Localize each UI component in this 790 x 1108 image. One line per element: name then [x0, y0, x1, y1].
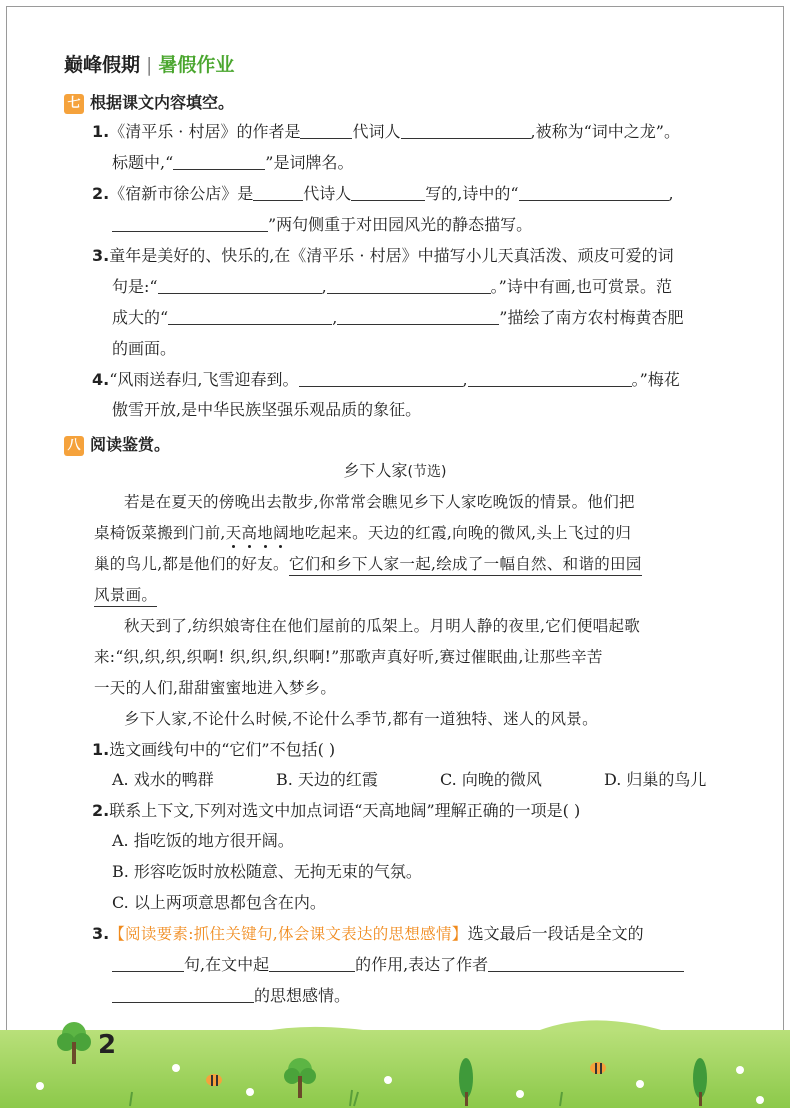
- text: 的思想感情。: [254, 986, 351, 1005]
- flower-icon: [36, 1064, 764, 1104]
- text: ”描绘了南方农村梅黄杏肥: [499, 308, 684, 327]
- section-8-badge: 八: [64, 436, 84, 456]
- text: 秋天到了,纺织娘寄住在他们屋前的瓜架上。月明人静的夜里,它们便唱起歌: [124, 617, 641, 635]
- option-c[interactable]: C. 以上两项意思都包含在内。: [112, 893, 326, 912]
- option-b[interactable]: B. 形容吃饭时放松随意、无拘无束的气氛。: [112, 862, 422, 881]
- q7-3-line2: [112, 277, 672, 297]
- section-8-title: 阅读鉴赏。: [90, 435, 171, 454]
- q7-2-line1: [92, 184, 674, 204]
- passage-line: [94, 523, 631, 543]
- text: 来:“织,织,织,织啊! 织,织,织,织啊!”那歌声真好听,赛过催眠曲,让那些辛苦: [94, 648, 603, 666]
- text: 。”诗中有画,也可赏景。范: [490, 277, 672, 296]
- text: 联系上下文,下列对选文中加点词语“天高地阔”理解正确的一项是( ): [109, 801, 581, 820]
- dotted-char: 天: [225, 524, 242, 542]
- q7-3-number: 3.: [92, 246, 110, 265]
- answer-blank[interactable]: [468, 371, 632, 387]
- q8-2: [92, 801, 580, 821]
- passage-line: [94, 585, 157, 605]
- text: 代词人: [352, 122, 401, 141]
- section-7-heading: [64, 90, 234, 114]
- text: 巢的鸟儿,都是他们的好友。: [94, 555, 289, 573]
- text: 写的,诗中的“: [425, 184, 519, 203]
- answer-blank[interactable]: [112, 216, 268, 232]
- text: 。”梅花: [631, 370, 680, 389]
- q7-4-line2: [112, 400, 421, 420]
- text: 地吃起来。天边的红霞,向晚的微风,头上飞过的归: [288, 524, 632, 542]
- passage-line: [124, 616, 640, 636]
- q8-1: [92, 740, 335, 760]
- dotted-char: 高: [241, 524, 258, 542]
- cypress-tree-icon: [459, 1058, 707, 1106]
- text: 代诗人: [303, 184, 352, 203]
- header-separator: |: [146, 54, 153, 76]
- text: “风雨送春归,飞雪迎春到。: [109, 370, 299, 389]
- text: 童年是美好的、快乐的,在《清平乐 · 村居》中描写小儿天真活泼、顽皮可爱的词: [109, 246, 674, 265]
- underlined-sentence: 风景画。: [94, 586, 157, 607]
- q8-2-number: 2.: [92, 801, 110, 820]
- answer-blank[interactable]: [401, 123, 531, 139]
- passage-line: [124, 492, 635, 512]
- tree-icon: [284, 1058, 316, 1098]
- answer-blank[interactable]: [300, 123, 352, 139]
- passage-line: [94, 678, 336, 698]
- text: 《宿新市徐公店》是: [109, 184, 254, 203]
- answer-blank[interactable]: [327, 278, 491, 294]
- q7-2-number: 2.: [92, 184, 110, 203]
- section-7-badge: 七: [64, 94, 84, 114]
- text: ,: [668, 184, 674, 203]
- q7-1-number: 1.: [92, 122, 110, 141]
- q8-3-number: 3.: [92, 924, 110, 943]
- text: 桌椅饭菜搬到门前,: [94, 524, 226, 542]
- answer-blank[interactable]: [112, 956, 184, 972]
- text: 乡下人家,不论什么时候,不论什么季节,都有一道独特、迷人的风景。: [124, 710, 598, 728]
- reading-tip: 【阅读要素:抓住关键句,体会课文表达的思想感情】: [109, 925, 468, 943]
- text: 若是在夏天的傍晚出去散步,你常常会瞧见乡下人家吃晚饭的情景。他们把: [124, 493, 635, 511]
- option-a[interactable]: A. 指吃饭的地方很开阔。: [112, 831, 294, 850]
- text: 标题中,“: [112, 153, 174, 172]
- q7-2-line2: [112, 215, 532, 235]
- q7-4-number: 4.: [92, 370, 110, 389]
- answer-blank[interactable]: [269, 956, 355, 972]
- q7-1-line1: [92, 122, 680, 142]
- bee-icon: [206, 1062, 606, 1086]
- dotted-char: 阔: [273, 524, 289, 542]
- answer-blank[interactable]: [351, 185, 425, 201]
- text: ,被称为“词中之龙”。: [530, 122, 680, 141]
- answer-blank[interactable]: [299, 371, 463, 387]
- text: ”是词牌名。: [265, 153, 354, 172]
- q8-3-line3: [112, 986, 350, 1006]
- answer-blank[interactable]: [253, 185, 303, 201]
- text: 一天的人们,甜甜蜜蜜地进入梦乡。: [94, 679, 337, 697]
- section-7-title: 根据课文内容填空。: [90, 93, 235, 112]
- answer-blank[interactable]: [168, 309, 332, 325]
- option-d[interactable]: D. 归巢的鸟儿: [604, 770, 707, 789]
- underlined-sentence: 它们和乡下人家一起,绘成了一幅自然、和谐的田园: [289, 555, 642, 576]
- answer-blank[interactable]: [158, 278, 322, 294]
- option-c[interactable]: C. 向晚的微风: [440, 770, 542, 789]
- text: 句,在文中起: [184, 955, 270, 974]
- grass-decorations: [0, 1020, 790, 1108]
- q7-1-line2: [112, 153, 353, 173]
- text: 选文画线句中的“它们”不包括( ): [109, 740, 336, 759]
- answer-blank[interactable]: [173, 154, 265, 170]
- q7-3-line4: [112, 339, 176, 359]
- q7-3-line3: [112, 308, 683, 328]
- text: 傲雪开放,是中华民族坚强乐观品质的象征。: [112, 400, 422, 419]
- passage-line: [94, 554, 642, 574]
- book-subtitle: 暑假作业: [158, 54, 235, 76]
- answer-blank[interactable]: [488, 956, 684, 972]
- text: 句是:“: [112, 277, 158, 296]
- passage-title-text: 乡下人家: [343, 461, 408, 480]
- section-8-heading: [64, 432, 170, 456]
- text: ”两句侧重于对田园风光的静态描写。: [268, 215, 533, 234]
- passage-title-sub: (节选): [407, 464, 447, 480]
- text: 选文最后一段话是全文的: [467, 924, 644, 943]
- answer-blank[interactable]: [337, 309, 499, 325]
- answer-blank[interactable]: [519, 185, 669, 201]
- text: ,: [332, 308, 338, 327]
- passage-title: [0, 458, 790, 481]
- answer-blank[interactable]: [112, 987, 254, 1003]
- q8-1-number: 1.: [92, 740, 110, 759]
- q7-4-line1: [92, 370, 680, 390]
- page-header: [64, 50, 234, 77]
- text: ,: [321, 277, 327, 296]
- passage-line: [124, 709, 598, 729]
- page-number: 2: [98, 1030, 117, 1060]
- q8-3-line1: [92, 924, 644, 944]
- q7-3-line1: [92, 246, 674, 266]
- text: 成大的“: [112, 308, 169, 327]
- tree-icon: [57, 1022, 91, 1064]
- dotted-char: 地: [257, 524, 274, 542]
- grass-blade-icon: [130, 1090, 562, 1106]
- text: 的作用,表达了作者: [355, 955, 489, 974]
- q8-3-line2: [112, 955, 684, 975]
- option-a[interactable]: A. 戏水的鸭群: [112, 770, 214, 789]
- text: 的画面。: [112, 339, 177, 358]
- text: ,: [462, 370, 468, 389]
- passage-line: [94, 647, 603, 667]
- text: 《清平乐 · 村居》的作者是: [109, 122, 301, 141]
- book-title: 巅峰假期: [64, 54, 141, 76]
- option-b[interactable]: B. 天边的红霞: [276, 770, 378, 789]
